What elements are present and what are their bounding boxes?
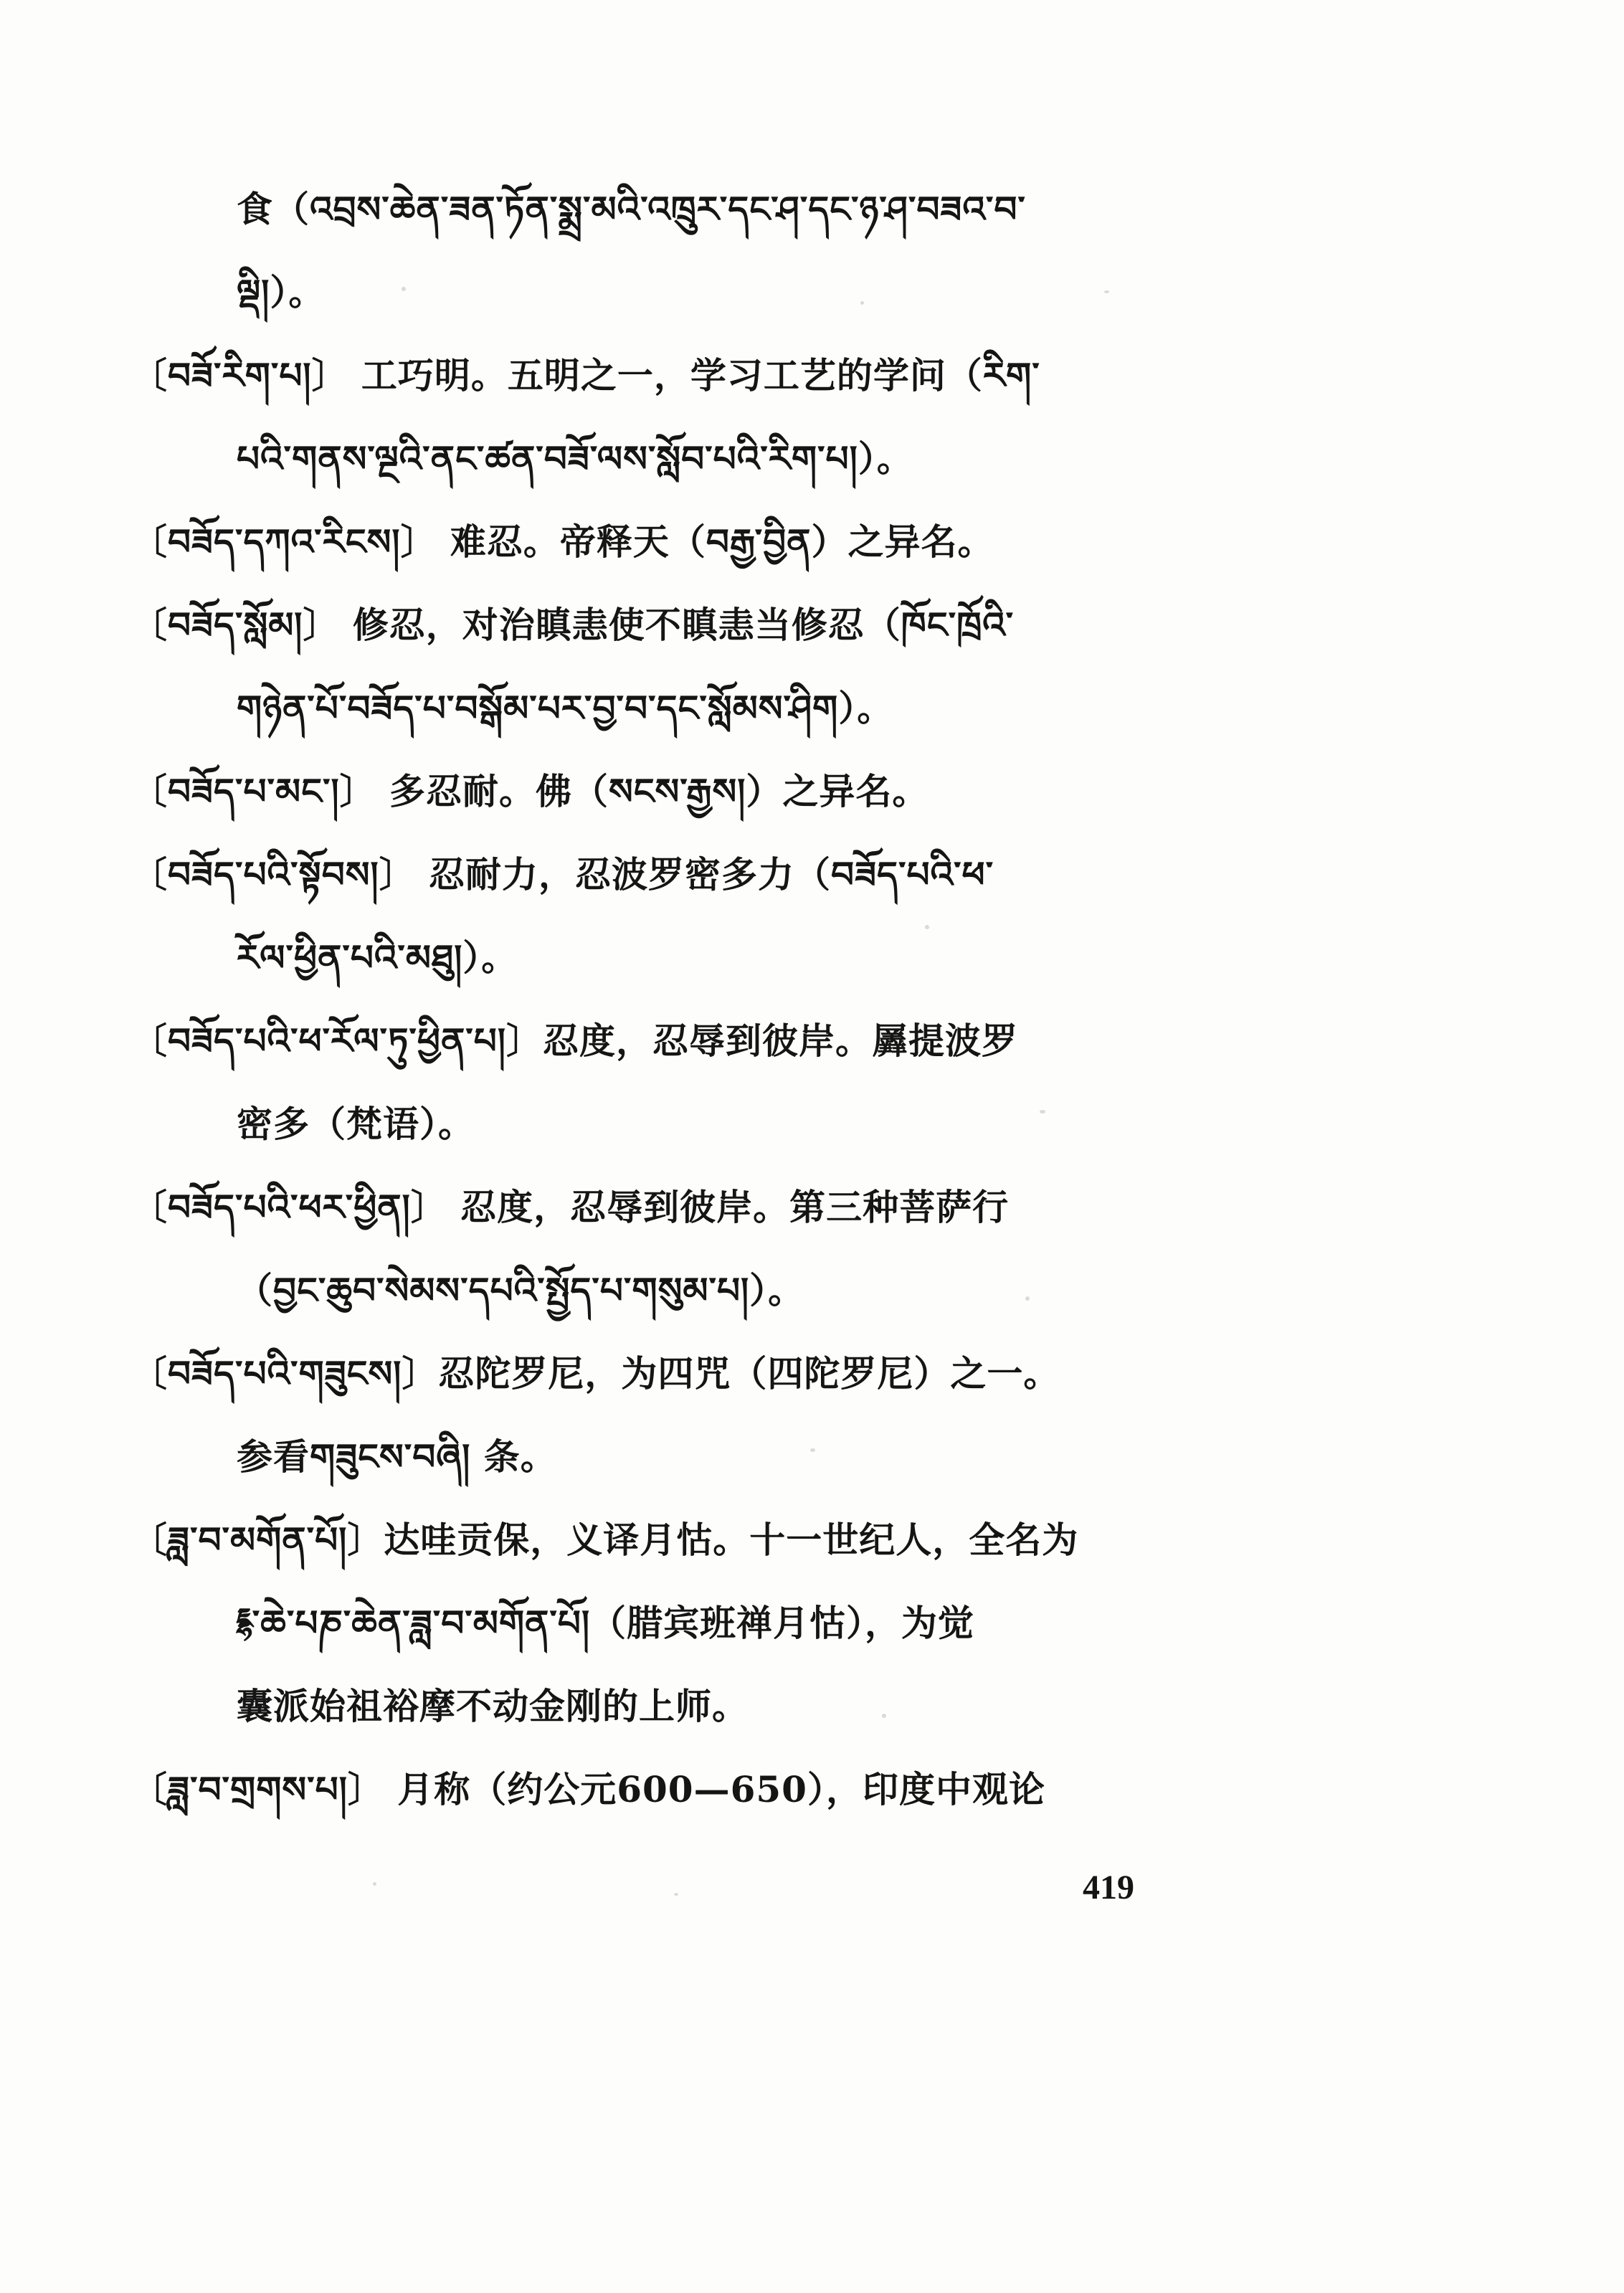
entry-line: 〔བཟོད་དཀའ་རིངས།〕 难忍。帝释天（བརྒྱ་བྱིན）之异名。 (131, 521, 994, 563)
scan-speck (674, 1893, 678, 1896)
entry-line: 〔བཟོ་རིག་པ།〕 工巧明。五明之一，学习工艺的学问（རིག་ (131, 354, 1040, 397)
entry-line: རོལ་ཕྱིན་པའི་མཐུ།）。 (237, 936, 518, 979)
entry-line: 〔ཟླ་བ་མགོན་པོ།〕达哇贡保，义译月怙。十一世纪人，全名为 (131, 1519, 1079, 1561)
entry-line: 〔བཟོད་པའི་གཟུངས།〕忍陀罗尼，为四咒（四陀罗尼）之一。 (131, 1352, 1060, 1395)
entry-line: 〔ཟླ་བ་གྲགས་པ།〕 月称（约公元600—650），印度中观论 (131, 1768, 1045, 1810)
entry-line: 〔བཟོད་པའི་ཕ་རོལ་ཏུ་ཕྱིན་པ།〕忍度，忍辱到彼岸。羼提波罗 (131, 1020, 1018, 1062)
scan-speck (882, 1714, 886, 1718)
scan-speck (810, 1448, 815, 1452)
entry-line: 〔བཟོད་པའི་སྟོབས།〕 忍耐力，忍波罗密多力（བཟོད་པའི་ཕ་ (131, 853, 994, 896)
entry-line: 〔བཟོད་སློམ།〕 修忍，对治瞋恚使不瞋恚当修忍（ཁོང་ཁྲོའི་ (131, 604, 1015, 646)
entry-line: 〔བཟོད་པའི་ཕར་ཕྱིན།〕 忍度，忍辱到彼岸。第三种菩萨行 (131, 1186, 1010, 1228)
entry-line: （བྱང་ཆུབ་སེམས་དཔའི་སྤྱོད་པ་གསུམ་པ།）。 (237, 1269, 805, 1311)
entry-line: 〔བཟོད་པ་མང་།〕 多忍耐。佛（སངས་རྒྱས།）之异名。 (131, 770, 929, 812)
scan-speck (402, 287, 406, 291)
scan-speck (1025, 1296, 1030, 1301)
entry-line: ཈་ཆེ་པཎ་ཆེན་ཟླ་བ་མགོན་པོ།（腊宾班禅月怙），为觉 (237, 1602, 975, 1644)
entry-line: 参看གཟུངས་བཞི། 条。 (237, 1435, 557, 1478)
entry-line: 囊派始祖裕摩不动金刚的上师。 (237, 1685, 749, 1727)
page-number: 419 (1083, 1869, 1134, 1907)
entry-line: 密多（梵语）。 (237, 1103, 475, 1145)
scan-speck (1104, 290, 1109, 293)
scan-speck (860, 301, 864, 305)
scan-speck (373, 1882, 376, 1886)
entry-line: 食（འབྲས་ཆེན་ཟན་ཏོན་སྨྲ་མའི་འཁྲུར་དང་ཤ་དང་ཉ་ཤ་བཟའ་བ་ (237, 188, 1026, 230)
entry-line: པའི་གནས་ལྔའི་ནང་ཚན་བཟོ་ལས་སློབ་པའི་རིག་པ།）。 (237, 437, 913, 480)
entry-line: ལྡི།）。 (237, 271, 326, 313)
scan-speck (1040, 1110, 1045, 1114)
entry-line: གཉེན་པོ་བཟོད་པ་བསྒོམ་པར་བྱ་བ་དང་སློམས་ཤིག）。 (237, 687, 894, 729)
scan-speck (925, 925, 929, 929)
